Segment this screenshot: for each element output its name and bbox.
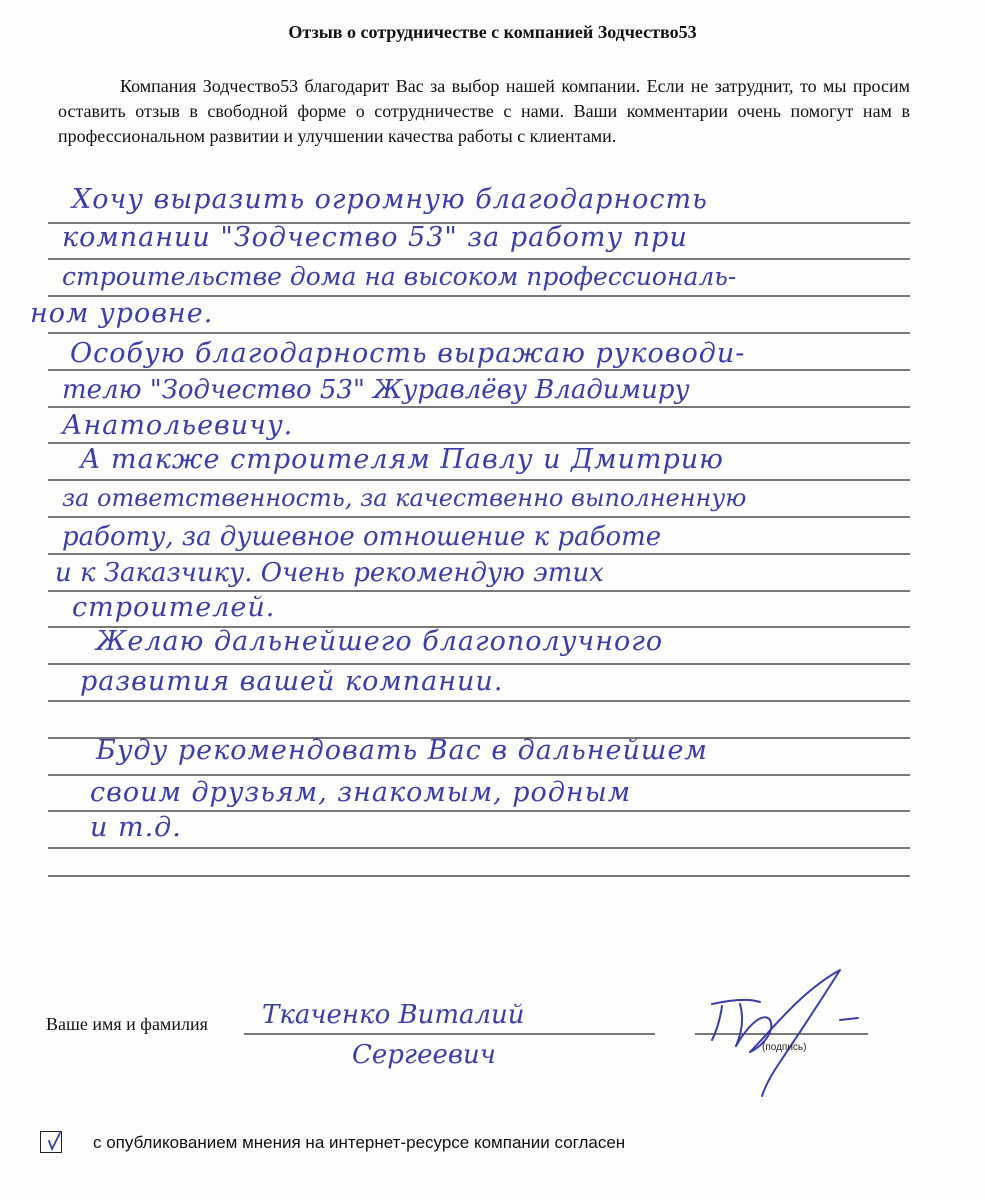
handwritten-line: строительстве дома на высоком профессиональ- (62, 262, 737, 291)
handwritten-line: строителей. (72, 592, 276, 623)
intro-paragraph: Компания Зодчество53 благодарит Вас за выбор нашей компании. Если не затруднит, то мы просим оставить отзыв в свободной форме о сотрудничестве с нами. Ваши комментарии очень помогут нам в профессиональном развитии и улучшении качества работы с клиентами. (58, 76, 910, 146)
handwritten-line: Хочу выразить огромную благодарность (72, 184, 708, 215)
signature-image (690, 962, 870, 1102)
name-value: Ткаченко Виталий (262, 1000, 525, 1030)
name-field-label: Ваше имя и фамилия (46, 1014, 208, 1034)
handwritten-line: Особую благодарность выражаю руководи- (70, 338, 746, 369)
handwritten-line: А также строителям Павлу и Дмитрию (80, 444, 724, 475)
handwritten-line: работу, за душевное отношение к работе (62, 522, 662, 552)
handwritten-line: телю "Зодчество 53" Журавлёву Владимиру (62, 375, 690, 405)
handwritten-line: ном уровне. (30, 298, 214, 329)
consent-label: с опубликованием мнения на интернет-ресурсе компании согласен (93, 1133, 626, 1152)
checkmark-icon (40, 1129, 66, 1155)
signature-caption: (подпись) (762, 1042, 807, 1053)
form-title: Отзыв о сотрудничестве с компанией Зодчество53 (288, 22, 697, 42)
handwritten-line: за ответственность, за качественно выполненную (62, 484, 747, 512)
patronymic-value: Сергеевич (352, 1040, 496, 1070)
handwritten-line: и т.д. (90, 812, 182, 843)
handwritten-line: развития вашей компании. (80, 666, 504, 697)
handwritten-line: Желаю дальнейшего благополучного (96, 626, 664, 657)
handwritten-line: своим друзьям, знакомым, родным (90, 777, 632, 808)
handwritten-line: Анатольевичу. (62, 410, 294, 441)
handwritten-line: и к Заказчику. Очень рекомендую этих (55, 558, 604, 588)
handwritten-line: Буду рекомендовать Вас в дальнейшем (96, 735, 708, 766)
handwritten-line: компании "Зодчество 53" за работу при (62, 222, 688, 253)
